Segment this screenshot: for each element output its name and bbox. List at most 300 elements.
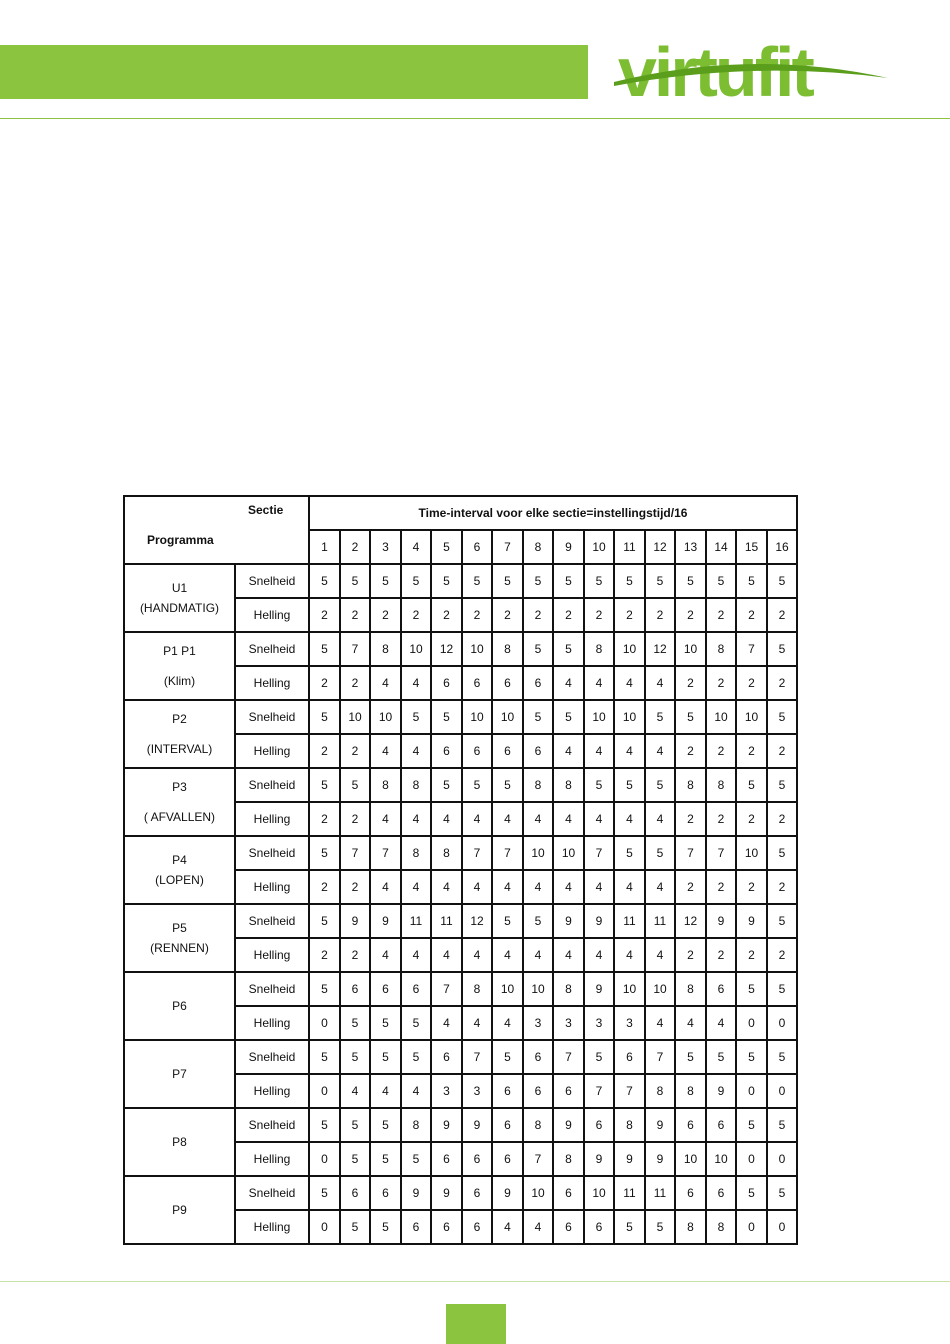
value-cell: 9 <box>706 904 736 938</box>
value-cell: 7 <box>675 836 706 870</box>
program-table-container <box>123 495 798 1245</box>
program-name: P1 P1 <box>163 644 196 658</box>
value-cell: 6 <box>553 1176 584 1210</box>
value-cell: 4 <box>370 802 401 836</box>
value-cell: 2 <box>736 598 767 632</box>
value-cell: 3 <box>614 1006 645 1040</box>
value-cell: 4 <box>645 802 675 836</box>
value-cell: 6 <box>340 972 370 1006</box>
value-cell: 2 <box>401 598 431 632</box>
value-cell: 2 <box>553 598 584 632</box>
value-cell: 10 <box>645 972 675 1006</box>
value-cell: 2 <box>370 598 401 632</box>
value-cell: 5 <box>614 1210 645 1244</box>
value-cell: 6 <box>492 1142 523 1176</box>
value-cell: 9 <box>736 904 767 938</box>
value-cell: 5 <box>309 700 340 734</box>
program-name-cell <box>124 836 235 904</box>
value-cell: 2 <box>736 938 767 972</box>
row-label-cell: Helling <box>235 734 309 768</box>
value-cell: 10 <box>523 972 553 1006</box>
value-cell: 0 <box>767 1074 797 1108</box>
value-cell: 5 <box>614 768 645 802</box>
value-cell: 4 <box>492 1210 523 1244</box>
value-cell: 5 <box>401 564 431 598</box>
value-cell: 6 <box>462 1142 492 1176</box>
value-cell: 4 <box>462 1006 492 1040</box>
value-cell: 4 <box>614 938 645 972</box>
value-cell: 4 <box>584 802 614 836</box>
value-cell: 2 <box>462 598 492 632</box>
value-cell: 5 <box>401 1040 431 1074</box>
value-cell: 10 <box>614 972 645 1006</box>
value-cell: 5 <box>767 1176 797 1210</box>
row-label-cell: Helling <box>235 1210 309 1244</box>
value-cell: 4 <box>462 802 492 836</box>
value-cell: 0 <box>736 1142 767 1176</box>
value-cell: 4 <box>614 666 645 700</box>
value-cell: 4 <box>370 938 401 972</box>
value-cell: 5 <box>767 1040 797 1074</box>
value-cell: 6 <box>431 734 462 768</box>
value-cell: 5 <box>309 836 340 870</box>
value-cell: 5 <box>736 1176 767 1210</box>
value-cell: 5 <box>767 1108 797 1142</box>
value-cell: 5 <box>523 632 553 666</box>
program-name-cell <box>124 904 235 972</box>
value-cell: 10 <box>584 700 614 734</box>
value-cell: 6 <box>706 972 736 1006</box>
value-cell: 12 <box>431 632 462 666</box>
value-cell: 5 <box>736 564 767 598</box>
value-cell: 2 <box>736 734 767 768</box>
value-cell: 2 <box>736 666 767 700</box>
value-cell: 7 <box>614 1074 645 1108</box>
value-cell: 2 <box>675 938 706 972</box>
value-cell: 5 <box>492 1040 523 1074</box>
header-green-band <box>0 45 588 99</box>
value-cell: 2 <box>706 870 736 904</box>
value-cell: 11 <box>645 904 675 938</box>
value-cell: 8 <box>370 768 401 802</box>
value-cell: 5 <box>340 768 370 802</box>
value-cell: 3 <box>553 1006 584 1040</box>
value-cell: 9 <box>370 904 401 938</box>
value-cell: 5 <box>584 768 614 802</box>
value-cell: 8 <box>645 1074 675 1108</box>
value-cell: 5 <box>675 1040 706 1074</box>
value-cell: 7 <box>706 836 736 870</box>
program-name-cell <box>124 1108 235 1176</box>
value-cell: 4 <box>462 870 492 904</box>
value-cell: 2 <box>309 938 340 972</box>
value-cell: 5 <box>523 700 553 734</box>
value-cell: 2 <box>767 666 797 700</box>
value-cell: 4 <box>370 666 401 700</box>
row-label-cell: Snelheid <box>235 1108 309 1142</box>
value-cell: 6 <box>675 1176 706 1210</box>
section-header-14: 14 <box>706 530 736 564</box>
value-cell: 2 <box>736 870 767 904</box>
row-label-cell: Helling <box>235 1074 309 1108</box>
value-cell: 2 <box>767 938 797 972</box>
value-cell: 4 <box>614 870 645 904</box>
value-cell: 2 <box>340 666 370 700</box>
program-name-cell <box>124 632 235 700</box>
value-cell: 4 <box>584 666 614 700</box>
value-cell: 6 <box>370 1176 401 1210</box>
value-cell: 2 <box>340 802 370 836</box>
section-header-8: 8 <box>523 530 553 564</box>
value-cell: 5 <box>767 972 797 1006</box>
value-cell: 4 <box>523 870 553 904</box>
value-cell: 4 <box>645 1006 675 1040</box>
row-label-cell: Snelheid <box>235 768 309 802</box>
row-label-cell: Snelheid <box>235 1040 309 1074</box>
value-cell: 8 <box>523 1108 553 1142</box>
value-cell: 2 <box>309 598 340 632</box>
value-cell: 6 <box>523 1040 553 1074</box>
value-cell: 10 <box>340 700 370 734</box>
value-cell: 4 <box>645 870 675 904</box>
section-header-12: 12 <box>645 530 675 564</box>
value-cell: 3 <box>431 1074 462 1108</box>
value-cell: 2 <box>309 870 340 904</box>
value-cell: 5 <box>645 768 675 802</box>
value-cell: 5 <box>370 1006 401 1040</box>
program-name: P2 <box>172 712 187 726</box>
program-subtitle: (LOPEN) <box>155 873 204 887</box>
value-cell: 12 <box>462 904 492 938</box>
value-cell: 10 <box>614 632 645 666</box>
value-cell: 6 <box>431 1210 462 1244</box>
value-cell: 8 <box>492 632 523 666</box>
program-name: P8 <box>172 1135 187 1149</box>
value-cell: 5 <box>370 564 401 598</box>
value-cell: 6 <box>492 666 523 700</box>
row-label-cell: Snelheid <box>235 836 309 870</box>
value-cell: 8 <box>462 972 492 1006</box>
value-cell: 7 <box>340 836 370 870</box>
value-cell: 5 <box>309 904 340 938</box>
value-cell: 11 <box>614 904 645 938</box>
value-cell: 10 <box>736 836 767 870</box>
value-cell: 2 <box>431 598 462 632</box>
row-label-cell: Helling <box>235 802 309 836</box>
value-cell: 4 <box>401 1074 431 1108</box>
value-cell: 10 <box>523 1176 553 1210</box>
value-cell: 7 <box>523 1142 553 1176</box>
section-header-10: 10 <box>584 530 614 564</box>
value-cell: 5 <box>309 564 340 598</box>
table-row <box>124 632 797 666</box>
value-cell: 6 <box>523 1074 553 1108</box>
value-cell: 9 <box>553 904 584 938</box>
value-cell: 5 <box>309 1176 340 1210</box>
value-cell: 10 <box>462 632 492 666</box>
value-cell: 2 <box>706 734 736 768</box>
value-cell: 4 <box>523 1210 553 1244</box>
value-cell: 5 <box>553 632 584 666</box>
value-cell: 5 <box>767 768 797 802</box>
value-cell: 2 <box>675 802 706 836</box>
row-label-cell: Helling <box>235 598 309 632</box>
value-cell: 5 <box>645 700 675 734</box>
program-name: U1 <box>171 581 188 595</box>
value-cell: 5 <box>584 1040 614 1074</box>
value-cell: 2 <box>675 666 706 700</box>
value-cell: 6 <box>492 1108 523 1142</box>
value-cell: 10 <box>492 700 523 734</box>
value-cell: 7 <box>584 1074 614 1108</box>
value-cell: 3 <box>523 1006 553 1040</box>
value-cell: 9 <box>431 1176 462 1210</box>
section-header-13: 13 <box>675 530 706 564</box>
value-cell: 8 <box>675 1210 706 1244</box>
value-cell: 6 <box>462 1210 492 1244</box>
value-cell: 9 <box>401 1176 431 1210</box>
value-cell: 9 <box>492 1176 523 1210</box>
value-cell: 6 <box>431 1142 462 1176</box>
value-cell: 11 <box>645 1176 675 1210</box>
value-cell: 8 <box>706 768 736 802</box>
value-cell: 0 <box>309 1074 340 1108</box>
value-cell: 6 <box>462 734 492 768</box>
value-cell: 8 <box>706 632 736 666</box>
value-cell: 5 <box>340 1142 370 1176</box>
value-cell: 2 <box>309 734 340 768</box>
program-name: P7 <box>172 1067 187 1081</box>
value-cell: 5 <box>675 700 706 734</box>
value-cell: 4 <box>553 666 584 700</box>
page-number-tab <box>446 1304 506 1344</box>
footer-rule <box>0 1281 950 1282</box>
value-cell: 5 <box>706 1040 736 1074</box>
value-cell: 5 <box>736 1040 767 1074</box>
value-cell: 9 <box>584 904 614 938</box>
value-cell: 5 <box>767 564 797 598</box>
value-cell: 0 <box>767 1006 797 1040</box>
value-cell: 8 <box>401 836 431 870</box>
value-cell: 4 <box>492 870 523 904</box>
value-cell: 3 <box>462 1074 492 1108</box>
value-cell: 6 <box>401 1210 431 1244</box>
value-cell: 4 <box>553 802 584 836</box>
value-cell: 6 <box>340 1176 370 1210</box>
value-cell: 6 <box>553 1210 584 1244</box>
programma-label: Programma <box>147 533 214 547</box>
value-cell: 0 <box>767 1142 797 1176</box>
section-header-16: 16 <box>767 530 797 564</box>
value-cell: 5 <box>736 1108 767 1142</box>
value-cell: 4 <box>553 734 584 768</box>
value-cell: 6 <box>706 1176 736 1210</box>
value-cell: 4 <box>492 802 523 836</box>
value-cell: 9 <box>462 1108 492 1142</box>
value-cell: 4 <box>675 1006 706 1040</box>
value-cell: 10 <box>492 972 523 1006</box>
value-cell: 11 <box>614 1176 645 1210</box>
program-name-cell <box>124 1176 235 1244</box>
value-cell: 10 <box>675 1142 706 1176</box>
program-name-cell <box>124 972 235 1040</box>
value-cell: 6 <box>523 734 553 768</box>
value-cell: 10 <box>462 700 492 734</box>
section-header-5: 5 <box>431 530 462 564</box>
value-cell: 4 <box>553 870 584 904</box>
value-cell: 4 <box>401 938 431 972</box>
value-cell: 8 <box>675 972 706 1006</box>
logo-text: virtufit <box>618 33 812 106</box>
value-cell: 8 <box>706 1210 736 1244</box>
program-name: P3 <box>172 780 187 794</box>
row-label-cell: Snelheid <box>235 904 309 938</box>
value-cell: 6 <box>584 1210 614 1244</box>
table-row <box>124 904 797 938</box>
value-cell: 4 <box>462 938 492 972</box>
header-corner-cell <box>124 496 309 564</box>
value-cell: 5 <box>767 700 797 734</box>
value-cell: 5 <box>492 904 523 938</box>
table-row <box>124 564 797 598</box>
value-cell: 2 <box>645 598 675 632</box>
value-cell: 5 <box>340 1210 370 1244</box>
value-cell: 5 <box>309 1108 340 1142</box>
value-cell: 5 <box>614 836 645 870</box>
value-cell: 3 <box>584 1006 614 1040</box>
value-cell: 7 <box>340 632 370 666</box>
section-header-2: 2 <box>340 530 370 564</box>
value-cell: 9 <box>340 904 370 938</box>
value-cell: 4 <box>431 870 462 904</box>
value-cell: 4 <box>584 870 614 904</box>
value-cell: 12 <box>645 632 675 666</box>
table-row <box>124 1108 797 1142</box>
value-cell: 5 <box>492 768 523 802</box>
value-cell: 5 <box>553 700 584 734</box>
value-cell: 5 <box>370 1040 401 1074</box>
value-cell: 8 <box>370 632 401 666</box>
value-cell: 9 <box>614 1142 645 1176</box>
value-cell: 5 <box>767 632 797 666</box>
value-cell: 5 <box>492 564 523 598</box>
value-cell: 5 <box>462 768 492 802</box>
value-cell: 7 <box>553 1040 584 1074</box>
value-cell: 4 <box>523 938 553 972</box>
value-cell: 8 <box>401 1108 431 1142</box>
value-cell: 5 <box>523 904 553 938</box>
value-cell: 10 <box>675 632 706 666</box>
value-cell: 2 <box>706 598 736 632</box>
value-cell: 0 <box>309 1142 340 1176</box>
value-cell: 2 <box>706 802 736 836</box>
value-cell: 4 <box>340 1074 370 1108</box>
value-cell: 0 <box>736 1210 767 1244</box>
value-cell: 2 <box>675 598 706 632</box>
value-cell: 5 <box>675 564 706 598</box>
value-cell: 6 <box>614 1040 645 1074</box>
value-cell: 2 <box>309 802 340 836</box>
row-label-cell: Helling <box>235 938 309 972</box>
section-header-9: 9 <box>553 530 584 564</box>
value-cell: 6 <box>431 1040 462 1074</box>
value-cell: 2 <box>340 870 370 904</box>
value-cell: 6 <box>523 666 553 700</box>
table-row <box>124 972 797 1006</box>
value-cell: 8 <box>553 972 584 1006</box>
value-cell: 2 <box>675 870 706 904</box>
section-header-3: 3 <box>370 530 401 564</box>
program-name-cell <box>124 564 235 632</box>
value-cell: 7 <box>584 836 614 870</box>
value-cell: 5 <box>340 564 370 598</box>
section-header-7: 7 <box>492 530 523 564</box>
value-cell: 4 <box>431 938 462 972</box>
sectie-label: Sectie <box>248 503 284 517</box>
value-cell: 6 <box>553 1074 584 1108</box>
value-cell: 4 <box>401 802 431 836</box>
value-cell: 2 <box>614 598 645 632</box>
value-cell: 4 <box>431 802 462 836</box>
row-label-cell: Snelheid <box>235 700 309 734</box>
value-cell: 8 <box>523 768 553 802</box>
value-cell: 12 <box>675 904 706 938</box>
value-cell: 0 <box>309 1006 340 1040</box>
value-cell: 4 <box>401 666 431 700</box>
value-cell: 6 <box>584 1108 614 1142</box>
value-cell: 4 <box>645 734 675 768</box>
row-label-cell: Helling <box>235 870 309 904</box>
value-cell: 2 <box>675 734 706 768</box>
value-cell: 4 <box>645 938 675 972</box>
header-rule <box>0 118 950 119</box>
value-cell: 5 <box>309 972 340 1006</box>
row-label-cell: Helling <box>235 1142 309 1176</box>
value-cell: 2 <box>767 734 797 768</box>
value-cell: 5 <box>370 1142 401 1176</box>
value-cell: 7 <box>462 1040 492 1074</box>
value-cell: 8 <box>614 1108 645 1142</box>
value-cell: 8 <box>553 1142 584 1176</box>
value-cell: 10 <box>706 1142 736 1176</box>
value-cell: 5 <box>340 1040 370 1074</box>
row-label-cell: Snelheid <box>235 1176 309 1210</box>
value-cell: 6 <box>462 666 492 700</box>
value-cell: 0 <box>309 1210 340 1244</box>
value-cell: 4 <box>431 1006 462 1040</box>
table-row <box>124 768 797 802</box>
program-table <box>123 495 798 1245</box>
program-name: P9 <box>172 1203 187 1217</box>
section-header-1: 1 <box>309 530 340 564</box>
value-cell: 5 <box>401 1006 431 1040</box>
value-cell: 4 <box>584 734 614 768</box>
value-cell: 9 <box>584 1142 614 1176</box>
value-cell: 10 <box>370 700 401 734</box>
value-cell: 9 <box>553 1108 584 1142</box>
value-cell: 2 <box>340 938 370 972</box>
value-cell: 8 <box>675 1074 706 1108</box>
section-header-11: 11 <box>614 530 645 564</box>
table-row <box>124 836 797 870</box>
value-cell: 5 <box>401 1142 431 1176</box>
row-label-cell: Snelheid <box>235 972 309 1006</box>
value-cell: 6 <box>492 1074 523 1108</box>
value-cell: 4 <box>584 938 614 972</box>
value-cell: 9 <box>431 1108 462 1142</box>
program-name: P4 <box>172 853 187 867</box>
value-cell: 4 <box>614 802 645 836</box>
